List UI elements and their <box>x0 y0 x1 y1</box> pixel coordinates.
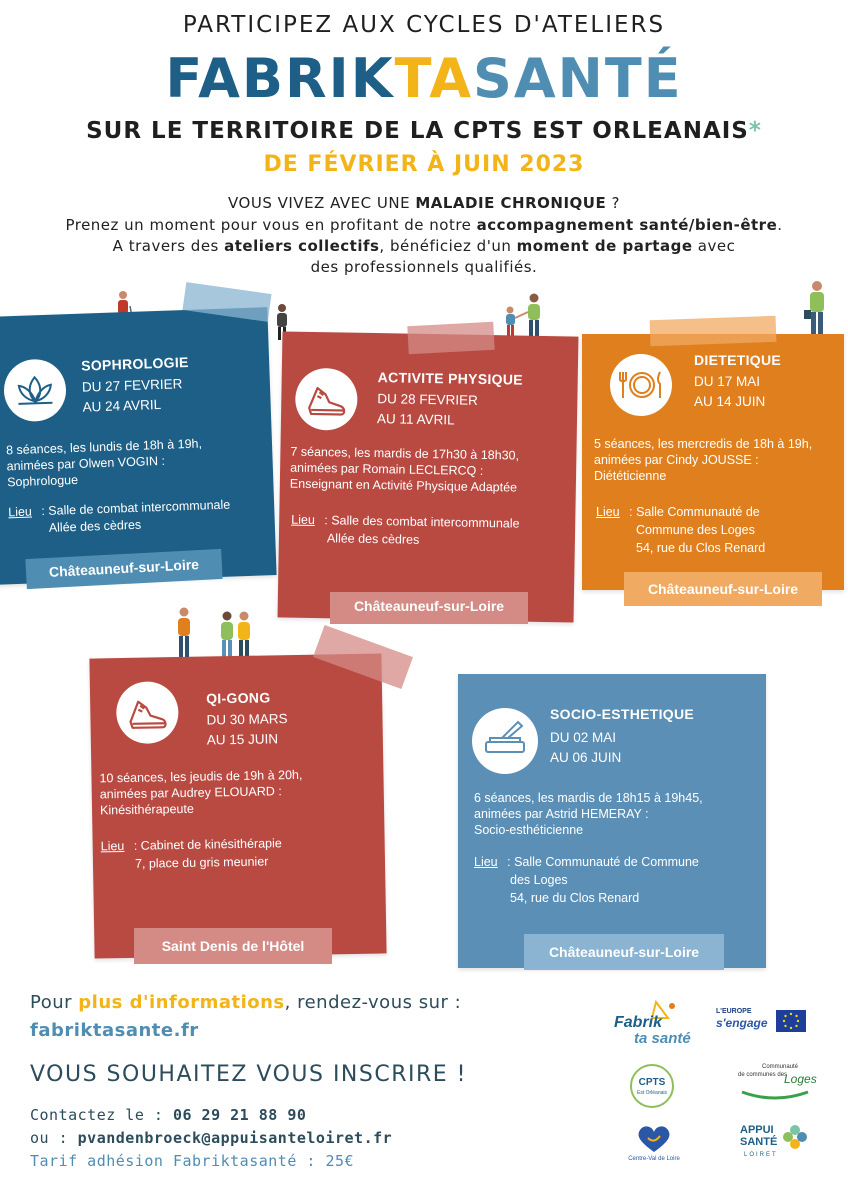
place-name: Salle Communauté de <box>636 505 760 519</box>
lieu-label: Lieu <box>596 505 620 519</box>
card-date-from: DU 02 MAI <box>550 730 617 745</box>
card-title: QI-GONG <box>205 689 271 707</box>
card-title: DIETETIQUE <box>694 352 782 368</box>
europe-logo-line-2: s'engage <box>716 1016 768 1030</box>
tape-decoration <box>650 316 777 346</box>
place-name: Salle des combat intercommunale <box>331 513 520 531</box>
card-place-line-2: Allée des cèdres <box>326 531 420 547</box>
card-place-line-1 <box>474 854 699 871</box>
appui-logo-line-2: SANTÉ <box>740 1136 778 1148</box>
town-tag: Châteauneuf-sur-Loire <box>330 592 528 624</box>
more-info-line <box>30 992 461 1013</box>
flower-icon <box>782 1124 808 1150</box>
email-label: ou : <box>30 1129 78 1147</box>
intro-line-1 <box>0 194 848 212</box>
intro-line-2 <box>0 216 848 234</box>
workshop-card-sophrologie <box>0 307 277 585</box>
loges-swoosh-icon <box>740 1088 810 1102</box>
card-sessions: 7 séances, les mardis de 17h30 à 18h30, <box>290 444 520 463</box>
fabrik-logo-line-1: Fabrik <box>614 1014 663 1031</box>
card-place-line-2: Commune des Loges <box>636 523 755 537</box>
card-date-to: AU 24 AVRIL <box>82 396 162 415</box>
cpts-logo-text: CPTS <box>638 1077 666 1088</box>
contact-phone-line <box>30 1106 306 1124</box>
lieu-separator: : <box>503 855 515 869</box>
card-facilitator: animées par Audrey ELOUARD : <box>99 784 282 802</box>
brand-title <box>0 48 848 110</box>
card-facilitator: animées par Cindy JOUSSE : <box>594 453 759 467</box>
plate-cutlery-icon <box>610 354 672 416</box>
place-name: Cabinet de kinésithérapie <box>140 836 282 853</box>
card-place-line-2: 7, place du gris meunier <box>134 854 269 871</box>
tape-decoration <box>407 322 494 354</box>
europe-logo-line-1: L'EUROPE <box>716 1008 752 1015</box>
card-place-line-2: des Loges <box>510 873 568 887</box>
intro-text: Prenez un moment pour vous en profitant de notre <box>65 216 477 234</box>
card-place-line-2: Allée des cèdres <box>48 517 142 535</box>
card-date-to: AU 11 AVRIL <box>376 411 455 428</box>
loges-logo-line-2: de communes des <box>738 1072 788 1078</box>
intro-line-3 <box>0 237 848 255</box>
town-tag: Châteauneuf-sur-Loire <box>624 572 822 606</box>
brand-part-sante: SANTÉ <box>473 47 683 110</box>
europe-sengage-logo <box>716 1008 808 1040</box>
card-role: Socio-esthéticienne <box>474 823 584 837</box>
fabrik-ta-sante-logo <box>612 998 696 1048</box>
more-info-text: Pour <box>30 992 79 1013</box>
card-role: Enseignant en Activité Physique Adaptée <box>289 476 518 495</box>
card-title: ACTIVITE PHYSIQUE <box>377 369 523 388</box>
card-place-line-3: 54, rue du Clos Renard <box>636 541 766 555</box>
card-place-line-3: 54, rue du Clos Renard <box>510 891 640 905</box>
lieu-label: Lieu <box>100 838 125 854</box>
card-role: Kinésithérapeute <box>99 801 194 818</box>
lieu-separator: : <box>320 513 332 528</box>
cpts-logo-subtext: Est Orléanais <box>636 1090 667 1096</box>
region-logo-text: Centre-Val de Loire <box>628 1156 680 1162</box>
email-link[interactable]: pvandenbroeck@appuisanteloiret.fr <box>77 1129 393 1147</box>
town-tag: Châteauneuf-sur-Loire <box>524 934 724 970</box>
card-facilitator: animées par Olwen VOGIN : <box>6 453 166 474</box>
town-tag: Saint Denis de l'Hôtel <box>134 928 332 964</box>
card-role: Sophrologue <box>6 472 79 490</box>
brand-part-fabrik: FABRIK <box>165 47 395 110</box>
intro-line-4: des professionnels qualifiés. <box>310 258 538 276</box>
communaute-loges-logo <box>734 1064 817 1106</box>
intro-text: . <box>777 216 783 234</box>
date-range-heading: DE FÉVRIER À JUIN 2023 <box>263 152 585 177</box>
fabrik-logo-line-2: ta santé <box>634 1030 691 1047</box>
card-date-from: DU 30 MARS <box>206 711 288 728</box>
card-place-line-1 <box>101 835 282 855</box>
card-sessions: 10 séances, les jeudis de 19h à 20h, <box>99 767 303 786</box>
appui-sante-loiret-logo <box>740 1124 810 1166</box>
centre-val-de-loire-logo <box>626 1124 682 1168</box>
territory-heading <box>0 118 848 144</box>
intro-text: A travers des <box>112 237 225 255</box>
lieu-separator: : <box>130 838 141 853</box>
lieu-separator: : <box>625 505 637 519</box>
lotus-icon <box>3 358 67 422</box>
territory-text: SUR LE TERRITOIRE DE LA CPTS EST ORLEANAIS <box>86 118 749 144</box>
intro-bold: MALADIE CHRONIQUE <box>415 194 607 212</box>
region-heart-icon <box>634 1124 674 1154</box>
intro-text: VOUS VIVEZ AVEC UNE <box>228 194 416 212</box>
card-place-line-1 <box>596 504 760 521</box>
card-sessions: 8 séances, les lundis de 18h à 19h, <box>5 436 203 458</box>
card-sessions: 5 séances, les mercredis de 18h à 19h, <box>594 437 813 451</box>
brand-part-ta: TA <box>394 47 473 110</box>
workshop-card-qi-gong <box>89 653 386 958</box>
phone-number[interactable]: 06 29 21 88 90 <box>172 1106 307 1124</box>
membership-fee: Tarif adhésion Fabriktasanté : 25€ <box>30 1152 355 1170</box>
card-title: SOPHROLOGIE <box>80 353 189 374</box>
territory-asterisk: * <box>748 118 762 144</box>
intro-text: , bénéficiez d'un <box>379 237 517 255</box>
card-date-to: AU 06 JUIN <box>550 750 622 765</box>
card-date-from: DU 28 FEVRIER <box>377 391 479 408</box>
appui-logo-line-3: LOIRET <box>744 1152 778 1158</box>
website-link[interactable]: fabriktasante.fr <box>30 1020 199 1041</box>
sneaker-icon <box>116 681 179 744</box>
town-tag: Châteauneuf-sur-Loire <box>25 549 222 589</box>
register-heading: VOUS SOUHAITEZ VOUS INSCRIRE ! <box>30 1062 467 1087</box>
more-info-highlight: plus d'informations <box>78 992 285 1013</box>
sneaker-icon <box>295 368 358 431</box>
more-info-text: , rendez-vous sur : <box>284 992 462 1013</box>
lieu-label: Lieu <box>474 855 498 869</box>
card-role: Diététicienne <box>594 469 667 483</box>
workshop-card-dietetique <box>582 334 844 590</box>
card-sessions: 6 séances, les mardis de 18h15 à 19h45, <box>474 791 703 805</box>
card-date-from: DU 17 MAI <box>694 374 761 389</box>
card-facilitator: animées par Romain LECLERCQ : <box>290 460 484 478</box>
intro-text: avec <box>692 237 736 255</box>
parent-child-icon <box>496 292 548 338</box>
lieu-label: Lieu <box>7 504 33 520</box>
cosmetics-icon <box>472 708 538 774</box>
workshop-card-socio-esthetique <box>458 674 766 968</box>
cpts-logo <box>630 1064 674 1108</box>
contact-email-line <box>30 1129 392 1147</box>
card-title: SOCIO-ESTHETIQUE <box>550 706 695 722</box>
card-date-to: AU 15 JUIN <box>206 731 279 748</box>
card-facilitator: animées par Astrid HEMERAY : <box>474 807 649 821</box>
place-name: Salle de combat intercommunale <box>48 497 231 518</box>
loges-logo-line-3: Loges <box>784 1072 817 1086</box>
card-date-to: AU 14 JUIN <box>694 394 766 409</box>
top-heading: PARTICIPEZ AUX CYCLES D'ATELIERS <box>182 12 666 38</box>
intro-bold: accompagnement santé/bien-être <box>476 216 778 234</box>
loges-logo-line-1: Communauté <box>762 1064 799 1070</box>
place-name: Salle Communauté de Commune <box>514 855 699 869</box>
appui-logo-line-1: APPUI <box>740 1124 774 1136</box>
intro-bold: moment de partage <box>516 237 693 255</box>
intro-text: ? <box>606 194 620 212</box>
eu-flag-icon <box>776 1010 806 1032</box>
card-date-from: DU 27 FEVRIER <box>81 376 183 395</box>
person-shopper-icon <box>802 280 832 338</box>
contact-label: Contactez le : <box>30 1106 173 1124</box>
lieu-separator: : <box>37 503 49 519</box>
intro-bold: ateliers collectifs <box>224 237 380 255</box>
workshop-card-activite-physique <box>278 331 579 622</box>
lieu-label: Lieu <box>291 512 315 528</box>
card-place-line-1 <box>291 512 520 533</box>
